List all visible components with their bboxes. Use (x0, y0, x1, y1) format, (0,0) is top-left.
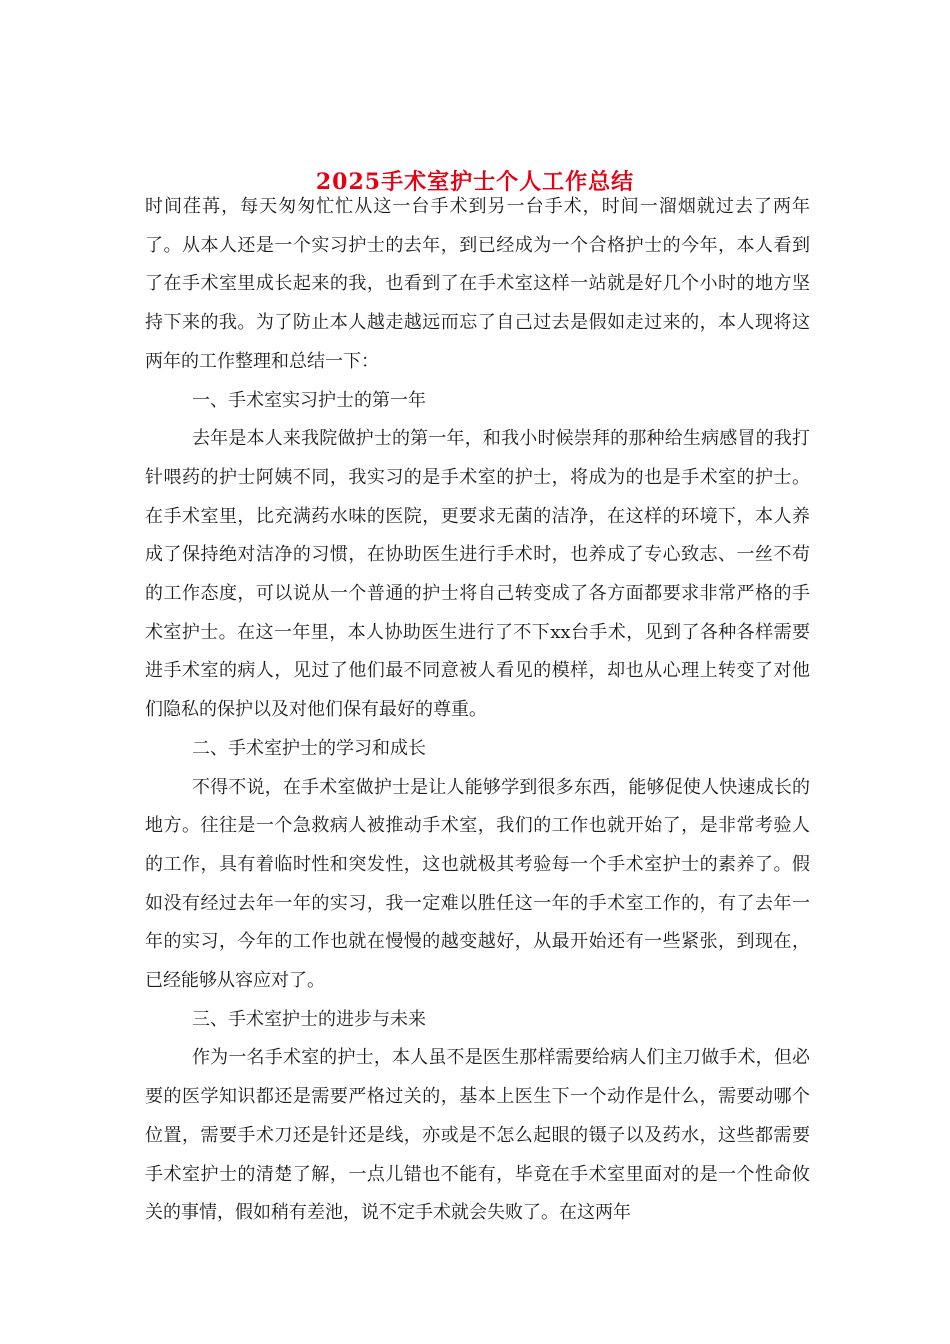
section-heading-3: 三、手术室护士的进步与未来 (192, 1008, 426, 1030)
intro-paragraph: 时间荏苒，每天匆匆忙忙从这一台手术到另一台手术，时间一溜烟就过去了两年了。从本人还是一个实习护士的去年，到已经成为一个合格护士的今年，本人看到了在手术室里成长起来的我，也看到了在手术室这样一站就是好几个小时的地方坚持下来的我。为了防止本人越走越远而忘了自己过去是假如走过来的，本人现将这两年的工作整理和总结一下： (145, 196, 810, 372)
section-body-2: 不得不说，在手术室做护士是让人能够学到很多东西，能够促使人快速成长的地方。往往是一个急救病人被推动手术室，我们的工作也就开始了，是非常考验人的工作，具有着临时性和突发性，这也就极其考验每一个手术室护士的素养了。假如没有经过去年一年的实习，我一定难以胜任这一年的手术室工作的，有了去年一年的实习，今年的工作也就在慢慢的越变越好，从最开始还有一些紧张，到现在，已经能够从容应对了。 (145, 776, 810, 992)
section-heading-2: 二、手术室护士的学习和成长 (192, 737, 426, 759)
section-body-1: 去年是本人来我院做护士的第一年，和我小时候崇拜的那种给生病感冒的我打针喂药的护士阿姨不同，我实习的是手术室的护士，将成为的也是手术室的护士。在手术室里，比充满药水味的医院，更要求无菌的洁净，在这样的环境下，本人养成了保持绝对洁净的习惯，在协助医生进行手术时，也养成了专心致志、一丝不苟的工作态度，可以说从一个普通的护士将自己转变成了各方面都要求非常严格的手术室护士。在这一年里，本人协助医生进行了不下xx台手术，见到了各种各样需要进手术室的病人，见过了他们最不同意被人看见的模样，却也从心理上转变了对他们隐私的保护以及对他们保有最好的尊重。 (145, 428, 810, 721)
section-heading-1: 一、手术室实习护士的第一年 (192, 389, 426, 411)
document-body (145, 188, 810, 1233)
document-title: 2025手术室护士个人工作总结 (315, 168, 635, 195)
section-body-3: 作为一名手术室的护士，本人虽不是医生那样需要给病人们主刀做手术，但必要的医学知识都还是需要严格过关的，基本上医生下一个动作是什么，需要动哪个位置，需要手术刀还是针还是线，亦或是不怎么起眼的镊子以及药水，这些都需要手术室护士的清楚了解，一点儿错也不能有，毕竟在手术室里面对的是一个性命攸关的事情，假如稍有差池，说不定手术就会失败了。在这两年 (145, 1047, 810, 1224)
